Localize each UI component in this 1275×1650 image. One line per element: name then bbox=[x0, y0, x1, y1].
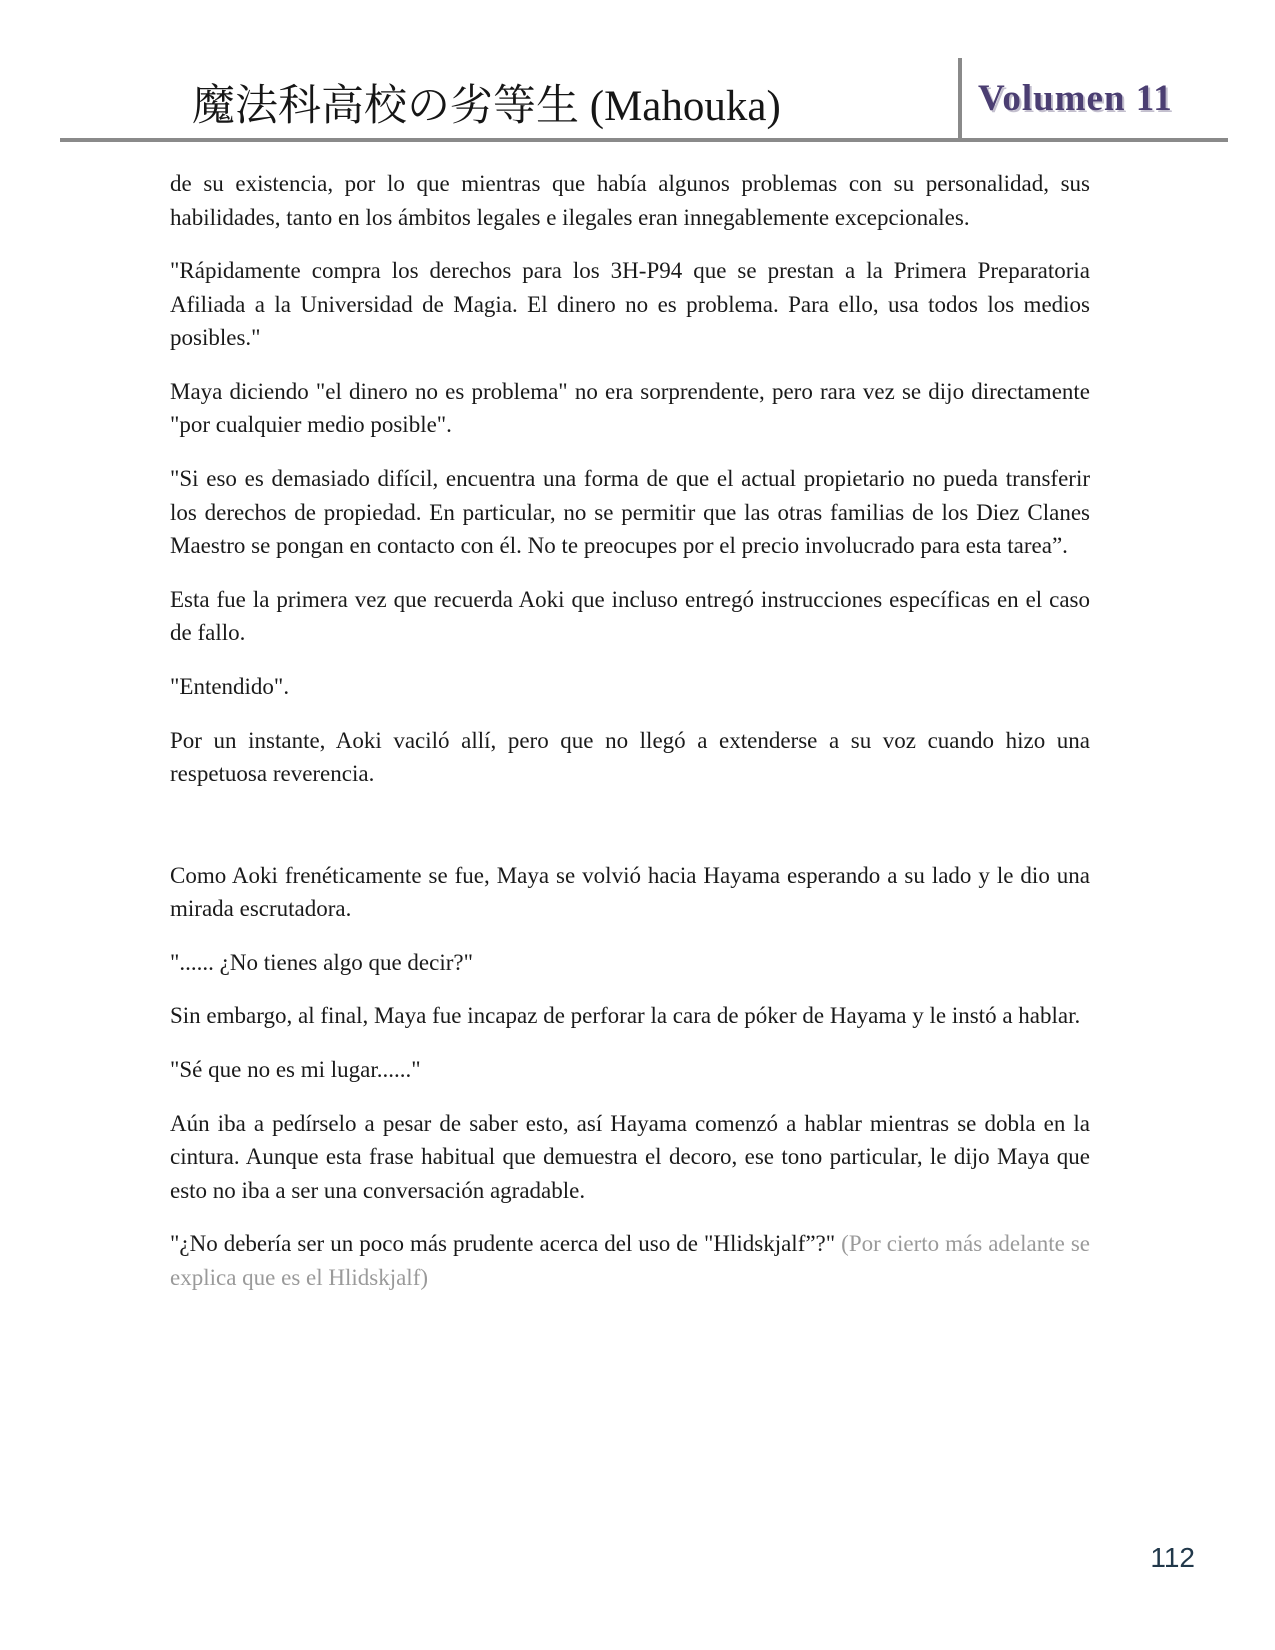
paragraph: Aún iba a pedírselo a pesar de saber esto, así Hayama comenzó a hablar mientras se dobla en la cintura. Aunque esta frase habitual que demuestra el decoro, ese tono particular, le dijo Maya que esto no iba a ser una conversación agradable. bbox=[170, 1110, 1090, 1203]
translator-note: (Por cierto más adelante se explica que es el Hlidskjalf) bbox=[170, 1231, 1090, 1290]
paragraph-main-text: "¿No debería ser un poco más prudente acerca del uso de "Hlidskjalf”?" bbox=[170, 1231, 836, 1257]
paragraph: Por un instante, Aoki vaciló allí, pero que no llegó a extenderse a su voz cuando hizo una respetuosa reverencia. bbox=[170, 727, 1090, 787]
page-number: 112 bbox=[1150, 1542, 1195, 1573]
volume-label: Volumen 11 bbox=[978, 77, 1173, 119]
page-header bbox=[60, 58, 1228, 142]
paragraph: de su existencia, por lo que mientras que había algunos problemas con su personalidad, sus habilidades, tanto en los ámbitos legales e ilegales eran innegablemente excepcionales. bbox=[170, 171, 1090, 230]
paragraph: "...... ¿No tienes algo que decir?" bbox=[170, 949, 473, 975]
paragraph: "Si eso es demasiado difícil, encuentra una forma de que el actual propietario no pueda transferir los derechos de propiedad. En particular, no se permitir que las otras familias de los Diez Clanes Maestro se pongan en contacto con él. No te preocupes por el precio involucrado para esta tarea”. bbox=[170, 466, 1090, 559]
paragraph: Sin embargo, al final, Maya fue incapaz de perforar la cara de póker de Hayama y le instó a hablar. bbox=[170, 1003, 1081, 1029]
body-text bbox=[170, 167, 1090, 1294]
paragraph: Esta fue la primera vez que recuerda Aoki que incluso entregó instrucciones específicas en el caso de fallo. bbox=[170, 586, 1090, 646]
paragraph: Maya diciendo "el dinero no es problema" no era sorprendente, pero rara vez se dijo directamente "por cualquier medio posible". bbox=[170, 378, 1090, 438]
paragraph: "Sé que no es mi lugar......" bbox=[170, 1056, 421, 1082]
paragraph: Como Aoki frenéticamente se fue, Maya se volvió hacia Hayama esperando a su lado y le dio una mirada escrutadora. bbox=[170, 862, 1090, 922]
paragraph-with-note bbox=[170, 1227, 1090, 1294]
scene-break-spacer bbox=[170, 811, 1090, 859]
paragraph: "Entendido". bbox=[170, 673, 290, 699]
volume-cell bbox=[958, 58, 1228, 138]
series-title: 魔法科高校の劣等生 (Mahouka) bbox=[192, 82, 781, 130]
paragraph: "Rápidamente compra los derechos para los 3H-P94 que se prestan a la Primera Preparatoria Afiliada a la Universidad de Magia. El dinero no es problema. Para ello, usa todos los medios posibles." bbox=[170, 258, 1090, 351]
